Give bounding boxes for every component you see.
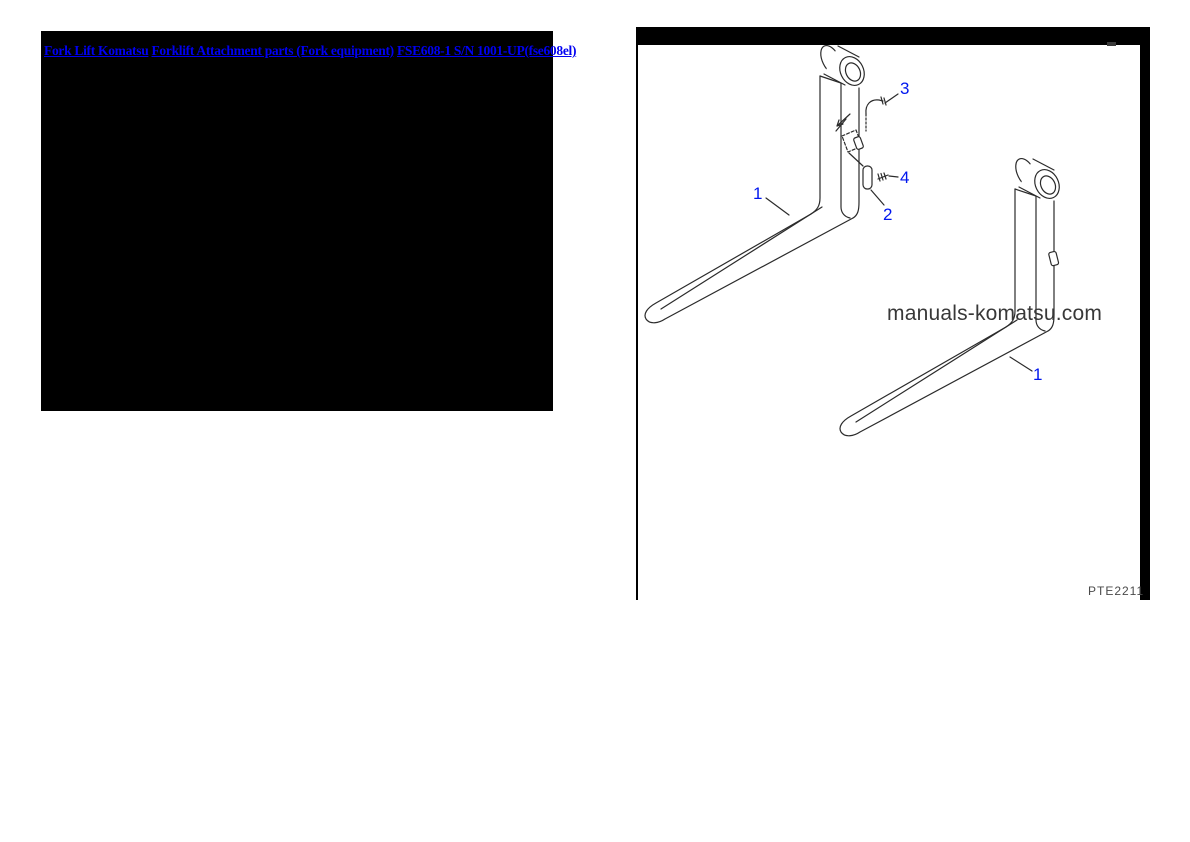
leader-2 (871, 190, 884, 205)
title-panel (41, 31, 577, 411)
link-fork-lift-komatsu[interactable]: Fork Lift Komatsu (44, 43, 149, 58)
callout-4-pin: 4 (900, 168, 910, 187)
fork-right-eye-body (1019, 159, 1054, 198)
callout-2-snap-pin: 2 (883, 205, 893, 224)
fork-left-eye-bore (843, 60, 864, 83)
fork-left-eye-front-rim (835, 52, 869, 89)
bracket-part (842, 130, 864, 166)
fork-left-outline (645, 76, 853, 323)
diagram-frame-notch (1107, 42, 1116, 46)
fork-right-eye-back-rim (1012, 155, 1041, 190)
fork-right-blade-inner-line (856, 320, 1017, 422)
diagram-frame-left-border (636, 45, 638, 600)
fork-left (645, 42, 869, 322)
fork-left-eye-tangents (824, 46, 859, 85)
hook-curve (866, 100, 883, 114)
link-model-serial[interactable]: FSE608-1 S/N 1001-UP(fse608el) (396, 43, 577, 58)
fork-left-eye-back-rim (817, 42, 846, 77)
small-pin-shaft (878, 175, 888, 179)
breadcrumb-links (44, 43, 577, 59)
leader-1-right (1010, 357, 1032, 371)
link-attachment-parts[interactable]: Forklift Attachment parts (Fork equipment) (151, 43, 394, 58)
arrow-line-1 (837, 114, 850, 126)
fork-right-eye-bore (1038, 173, 1059, 196)
fork-right-latch-tab (1048, 251, 1059, 266)
callout-1-left-fork: 1 (753, 184, 763, 203)
fork-right-shank-top (1015, 189, 1036, 196)
fork-left-inner-edge (841, 83, 850, 218)
snap-pin-body (863, 166, 872, 189)
leader-1-left (766, 198, 789, 215)
fork-right-eye-front-rim (1030, 165, 1064, 202)
bracket-to-pin-line (849, 153, 863, 166)
fork-left-eye-body (824, 46, 859, 85)
callout-1-right-fork: 1 (1033, 365, 1043, 384)
bracket-dashed-outline (842, 130, 862, 152)
fork-left-blade-inner-line (661, 207, 822, 309)
bracket-tab (853, 136, 864, 150)
fork-right (840, 155, 1064, 435)
fork-left-shank-top (820, 76, 841, 83)
leader-4 (889, 176, 898, 177)
diagram-frame-top-bar (636, 27, 1150, 45)
drawing-code: PTE2211 (1088, 584, 1145, 598)
watermark-text: manuals-komatsu.com (887, 302, 1103, 325)
hook-screw-ticks (881, 97, 886, 105)
small-pin-part (878, 173, 888, 181)
callout-3-hook: 3 (900, 79, 910, 98)
arrow-line-2 (836, 119, 846, 131)
fork-right-eye-tangents (1019, 159, 1054, 198)
fork-left-right-edge (853, 88, 859, 218)
diagram-frame-right-bar (1140, 45, 1150, 600)
small-pin-threads (878, 173, 886, 181)
hook-latch-part (866, 97, 886, 131)
direction-arrows (836, 114, 850, 131)
snap-pin-part (863, 166, 872, 189)
leader-3 (885, 94, 898, 103)
leader-lines (766, 94, 1032, 371)
